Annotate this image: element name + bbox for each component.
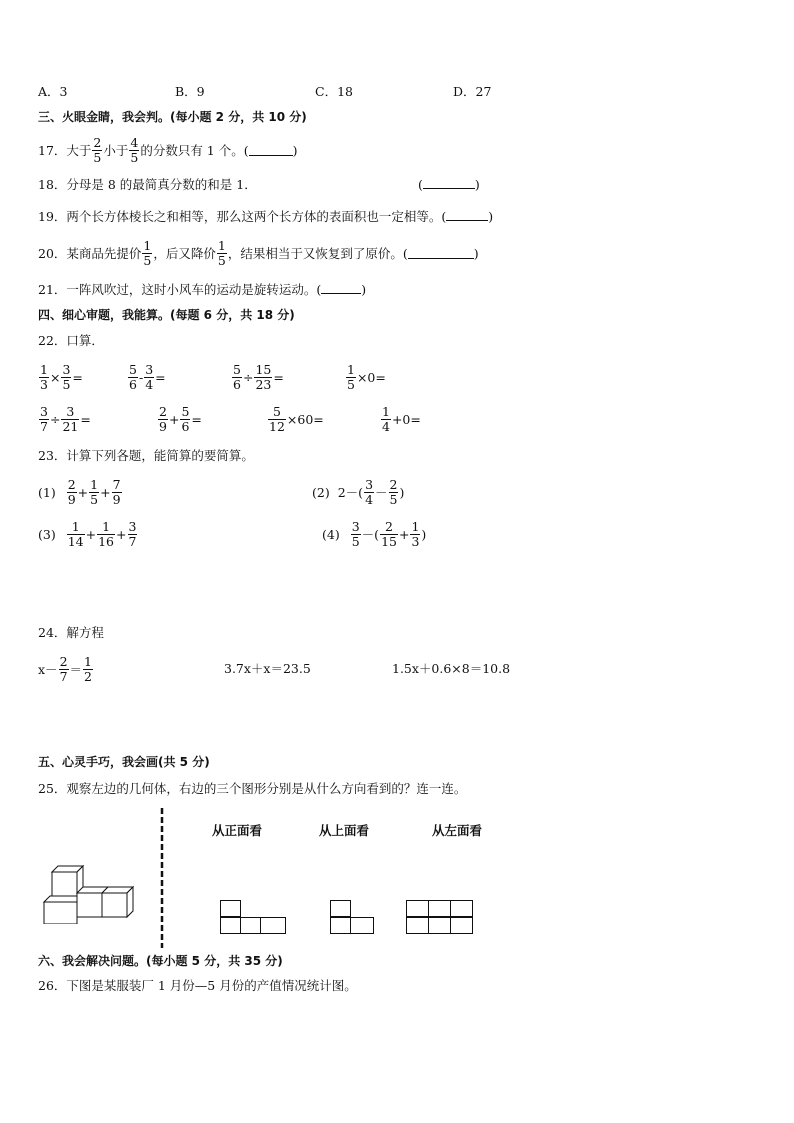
- oral-calc-item: $\frac{5}{6}$ - $\frac{3}{4}$ =: [129, 361, 166, 392]
- calc-expression-4: (4) $\frac{3}{5}$ －( $\frac{2}{15}$ + $\frac{1}{3}$ ): [322, 518, 427, 549]
- section-6-title: 六、我会解决问题。(每小题 5 分，共 35 分): [38, 954, 283, 968]
- oral-calc-item: $\frac{1}{3}$ × $\frac{3}{5}$ =: [40, 361, 83, 392]
- choice-a: A．3: [38, 84, 68, 99]
- answer-blank[interactable]: [423, 177, 475, 189]
- equation-2: 3.7x＋x＝23.5: [224, 661, 311, 676]
- oral-calc-item: $\frac{1}{5}$ ×0=: [347, 361, 386, 392]
- question-19: 19．两个长方体棱长之和相等，那么这两个长方体的表面积也一定相等。( ): [38, 209, 494, 224]
- section-5-title: 五、心灵手巧，我会画(共 5 分): [38, 755, 210, 769]
- oral-calc-item: $\frac{1}{4}$ +0=: [382, 403, 421, 434]
- oral-calc-item: $\frac{3}{7}$ ÷ $\frac{3}{21}$ =: [40, 403, 91, 434]
- oral-calc-item: $\frac{5}{6}$ ÷ $\frac{15}{23}$ =: [233, 361, 284, 392]
- answer-blank[interactable]: [446, 209, 488, 221]
- question-25: 25．观察左边的几何体，右边的三个图形分别是从什么方向看到的？连一连。: [38, 781, 467, 796]
- fraction: $\frac{1}{5}$: [143, 237, 152, 268]
- fraction: $\frac{1}{5}$: [217, 237, 226, 268]
- equation-3: 1.5x＋0.6×8＝10.8: [392, 661, 511, 676]
- question-22: 22．口算．: [38, 333, 104, 348]
- cube-solid-figure: [40, 862, 140, 924]
- oral-calc-item: $\frac{2}{9}$ + $\frac{5}{6}$ =: [159, 403, 202, 434]
- section-3-title: 三、火眼金睛，我会判。(每小题 2 分，共 10 分): [38, 110, 307, 124]
- view-label-top: 从上面看: [319, 823, 370, 838]
- choice-c: C．18: [315, 84, 353, 99]
- view-shape-1[interactable]: [220, 900, 286, 938]
- question-23: 23．计算下列各题，能简算的要简算。: [38, 448, 254, 463]
- view-shape-2[interactable]: [330, 900, 374, 938]
- question-20: 20．某商品先提价 $\frac{1}{5}$ ，后又降价 $\frac{1}{5}$ ，结果相当于又恢复到了原价。( ): [38, 237, 479, 268]
- question-18: 18．分母是 8 的最简真分数的和是 1．: [38, 177, 257, 192]
- choice-b: B．9: [175, 84, 205, 99]
- fraction: $\frac{4}{5}$: [130, 134, 139, 165]
- question-26: 26．下图是某服装厂 1 月份—5 月份的产值情况统计图。: [38, 978, 357, 993]
- question-21: 21．一阵风吹过，这时小风车的运动是旋转运动。( ): [38, 282, 367, 297]
- answer-blank[interactable]: [249, 144, 293, 156]
- calc-expression-2: (2) 2－( $\frac{3}{4}$ － $\frac{2}{5}$ ): [312, 476, 405, 507]
- oral-calc-item: $\frac{5}{12}$ ×60=: [269, 403, 324, 434]
- view-label-front: 从正面看: [212, 823, 263, 838]
- question-17: 17．大于 $\frac{2}{5}$ 小于 $\frac{4}{5}$ 的分数只有 1 个。( ): [38, 134, 298, 165]
- answer-blank[interactable]: [408, 247, 474, 259]
- choice-d: D．27: [453, 84, 492, 99]
- fraction: $\frac{2}{5}$: [93, 134, 102, 165]
- answer-blank[interactable]: [321, 282, 361, 294]
- calc-expression-1: (1) $\frac{2}{9}$ + $\frac{1}{5}$ + $\frac{7}{9}$: [38, 476, 121, 507]
- question-24: 24．解方程: [38, 625, 104, 640]
- section-4-title: 四、细心审题，我能算。(每题 6 分，共 18 分): [38, 308, 295, 322]
- equation-1: x－ $\frac{2}{7}$ ＝ $\frac{1}{2}$: [38, 653, 92, 684]
- view-shape-3[interactable]: [406, 900, 473, 938]
- view-label-left: 从左面看: [432, 823, 483, 838]
- calc-expression-3: (3) $\frac{1}{14}$ + $\frac{1}{16}$ + $\frac{3}{7}$: [38, 518, 137, 549]
- dashed-divider: [160, 808, 164, 948]
- question-18-answer: ( ): [418, 177, 480, 192]
